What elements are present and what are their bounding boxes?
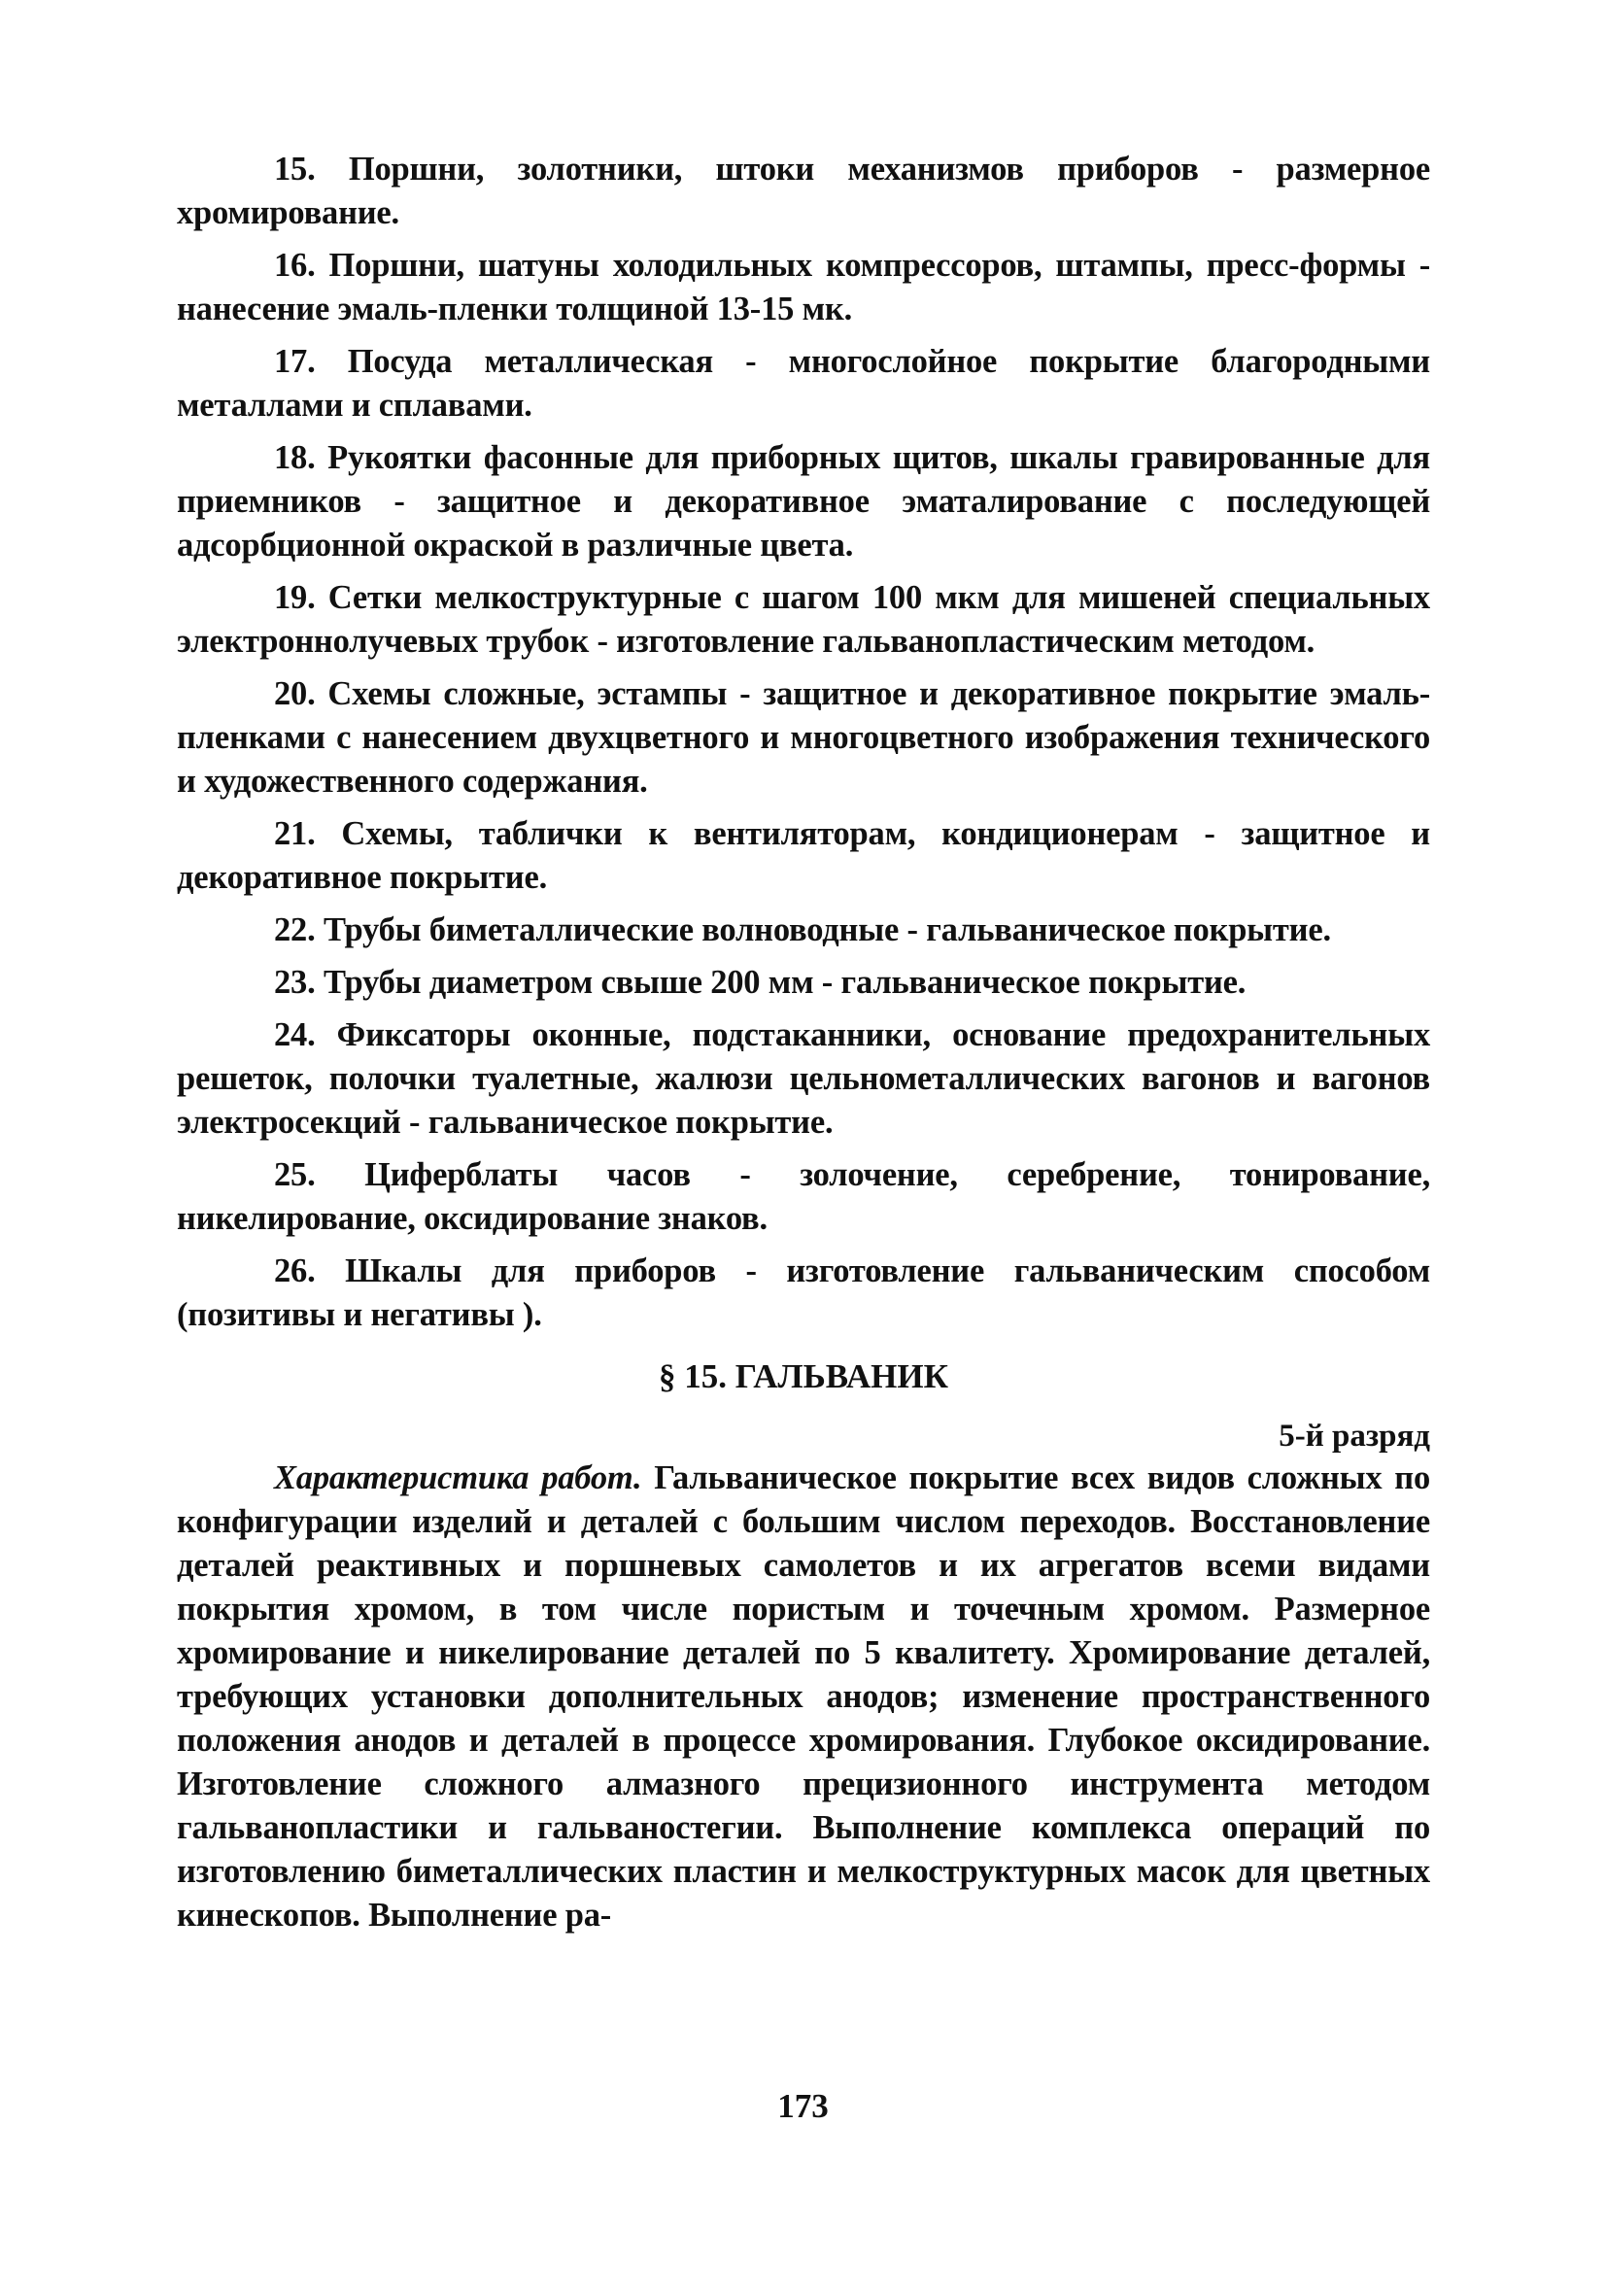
list-item-20: 20. Схемы сложные, эстампы - защитное и декоративное покрытие эмаль-пленками с нанесением двухцветного и многоцветного изображения технического и художественного содержания. (177, 675, 1430, 800)
grade-label: 5-й разряд (1279, 1419, 1430, 1454)
section-title: § 15. ГАЛЬВАНИК (659, 1357, 948, 1395)
list-item-16: 16. Поршни, шатуны холодильных компрессоров, штампы, пресс-формы - нанесение эмаль-пленки толщиной 13-15 мк. (177, 247, 1430, 327)
list-item-15: 15. Поршни, золотники, штоки механизмов приборов - размерное хромирование. (177, 151, 1430, 231)
work-characteristics-lead: Характеристика работ. (274, 1459, 642, 1496)
page-number: 173 (777, 2087, 829, 2125)
work-characteristics (177, 1456, 1430, 1937)
list-item-26: 26. Шкалы для приборов - изготовление гальваническим способом (позитивы и негативы ). (177, 1252, 1430, 1333)
section-15 (177, 1353, 1430, 1937)
work-characteristics-text: Гальваническое покрытие всех видов сложных по конфигурации изделий и деталей с большим числом переходов. Восстановление деталей реактивных и поршневых самолетов и их агрегатов всеми видами покрытия хромом, в том числе пористым и точечным хромом. Размерное хромирование и никелирование деталей по 5 квалитету. Хромирование деталей, требующих установки дополнительных анодов; изменение пространственного положения анодов и деталей в процессе хромирования. Глубокое оксидирование. Изготовление сложного алмазного прецизионного инструмента методом гальванопластики и гальваностегии. Выполнение комплекса операций по изготовлению биметаллических пластин и мелкоструктурных масок для цветных кинескопов. Выполнение ра- (177, 1459, 1431, 1934)
list-item-22: 22. Трубы биметаллические волноводные - гальваническое покрытие. (274, 911, 1331, 948)
list-item-23: 23. Трубы диаметром свыше 200 мм - гальваническое покрытие. (274, 964, 1247, 1001)
list-item-24: 24. Фиксаторы оконные, подстаканники, основание предохранительных решеток, полочки туалетные, жалюзи цельнометаллических вагонов и вагонов электросекций - гальваническое покрытие. (177, 1016, 1430, 1141)
numbered-list (177, 148, 1430, 1346)
list-item-21: 21. Схемы, таблички к вентиляторам, кондиционерам - защитное и декоративное покрытие. (177, 815, 1430, 896)
list-item-19: 19. Сетки мелкоструктурные с шагом 100 мкм для мишеней специальных электроннолучевых трубок - изготовление гальванопластическим методом. (177, 579, 1430, 660)
list-item-25: 25. Циферблаты часов - золочение, серебрение, тонирование, никелирование, оксидирование знаков. (177, 1156, 1430, 1237)
list-item-18: 18. Рукоятки фасонные для приборных щитов, шкалы гравированные для приемников - защитное и декоративное эматалирование с последующей адсорбционной окраской в различные цвета. (177, 439, 1430, 564)
list-item-17: 17. Посуда металлическая - многослойное покрытие благородными металлами и сплавами. (177, 343, 1430, 424)
